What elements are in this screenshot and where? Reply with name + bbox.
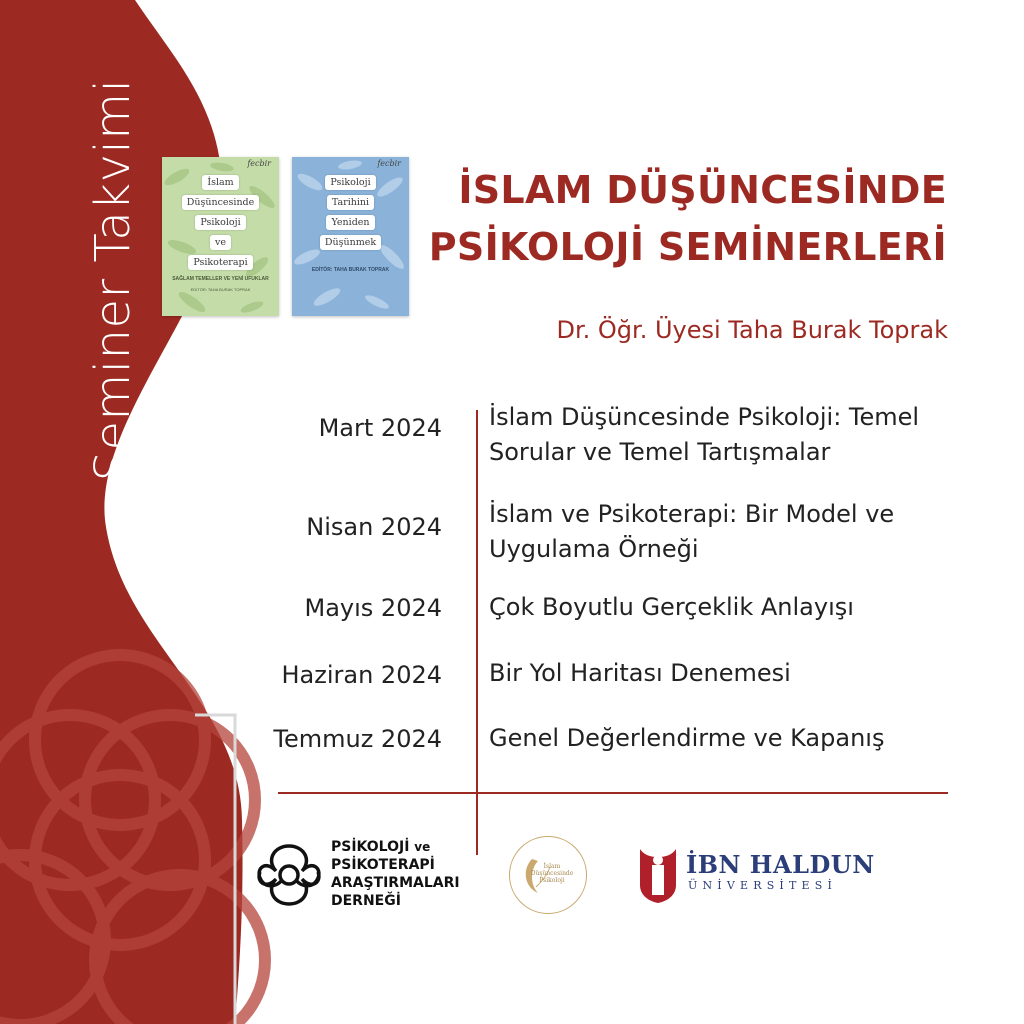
association-line-4: DERNEĞİ <box>331 893 401 909</box>
book-title-line: Yeniden <box>326 215 374 230</box>
schedule-topic: Genel Değerlendirme ve Kapanış <box>489 724 885 752</box>
book-editor: EDİTÖR: TAHA BURAK TOPRAK <box>190 287 251 292</box>
schedule-month: Temmuz 2024 <box>273 725 442 753</box>
publisher-mark: fecbir <box>247 159 271 168</box>
book-title-line: ve <box>210 235 231 250</box>
timeline-vertical-divider <box>476 410 478 855</box>
book-title-line: Psikoloji <box>325 175 375 190</box>
schedule-month: Haziran 2024 <box>281 661 442 689</box>
book-title-tags <box>292 175 409 250</box>
book-title-line: Psikoloji <box>195 215 245 230</box>
circle-logo-text <box>524 863 580 884</box>
ibn-haldun-emblem-icon <box>636 845 680 905</box>
book-subtitle: SAĞLAM TEMELLER VE YENİ UFUKLAR <box>172 276 269 282</box>
schedule-topic: Bir Yol Haritası Denemesi <box>489 659 791 687</box>
book-title-line: Düşünmek <box>320 235 381 250</box>
association-knot-icon <box>252 838 326 912</box>
circle-logo-line-2: Düşüncesinde <box>530 870 574 877</box>
association-name <box>331 838 460 910</box>
author-name: Dr. Öğr. Üyesi Taha Burak Toprak <box>556 316 948 344</box>
schedule-month: Mayıs 2024 <box>304 594 442 622</box>
association-line-1: PSİKOLOJİ <box>331 839 410 855</box>
schedule-month: Nisan 2024 <box>306 513 442 541</box>
book-cover-islam-dusuncesinde <box>162 157 279 316</box>
page-title <box>429 162 947 276</box>
book-title-line: İslam <box>202 175 238 190</box>
university-name: İBN HALDUN <box>686 850 875 879</box>
association-line-1-suffix: ve <box>414 840 431 854</box>
timeline-horizontal-divider <box>278 792 948 794</box>
association-line-3: ARAŞTIRMALARI <box>331 875 460 891</box>
circle-logo-line-1: İslam <box>543 863 561 870</box>
association-line-2: PSİKOTERAPİ <box>331 857 435 873</box>
book-title-line: Tarihini <box>327 195 374 210</box>
university-subtitle: ÜNİVERSİTESİ <box>688 879 838 892</box>
schedule-month: Mart 2024 <box>318 414 442 442</box>
book-cover-psikoloji-tarihini <box>292 157 409 316</box>
publisher-mark: fecbir <box>377 159 401 168</box>
book-title-tags <box>162 175 279 270</box>
title-line-2: PSİKOLOJİ SEMİNERLERİ <box>428 225 947 269</box>
islam-dusuncesinde-psikoloji-logo <box>509 836 587 914</box>
schedule-topic: Çok Boyutlu Gerçeklik Anlayışı <box>489 593 854 621</box>
title-line-1: İSLAM DÜŞÜNCESİNDE <box>458 168 947 212</box>
book-title-line: Düşüncesinde <box>182 195 260 210</box>
seminar-calendar-label: Seminer Takvimi <box>85 78 141 482</box>
book-editor: EDİTÖR: TAHA BURAK TOPRAK <box>311 267 390 273</box>
schedule-topic: İslam Düşüncesinde Psikoloji: Temel Sorular ve Temel Tartışmalar <box>489 403 920 466</box>
book-title-line: Psikoterapi <box>188 255 252 270</box>
schedule-topic: İslam ve Psikoterapi: Bir Model ve Uygulama Örneği <box>489 500 895 563</box>
circle-logo-line-3: Psikoloji <box>539 877 565 884</box>
